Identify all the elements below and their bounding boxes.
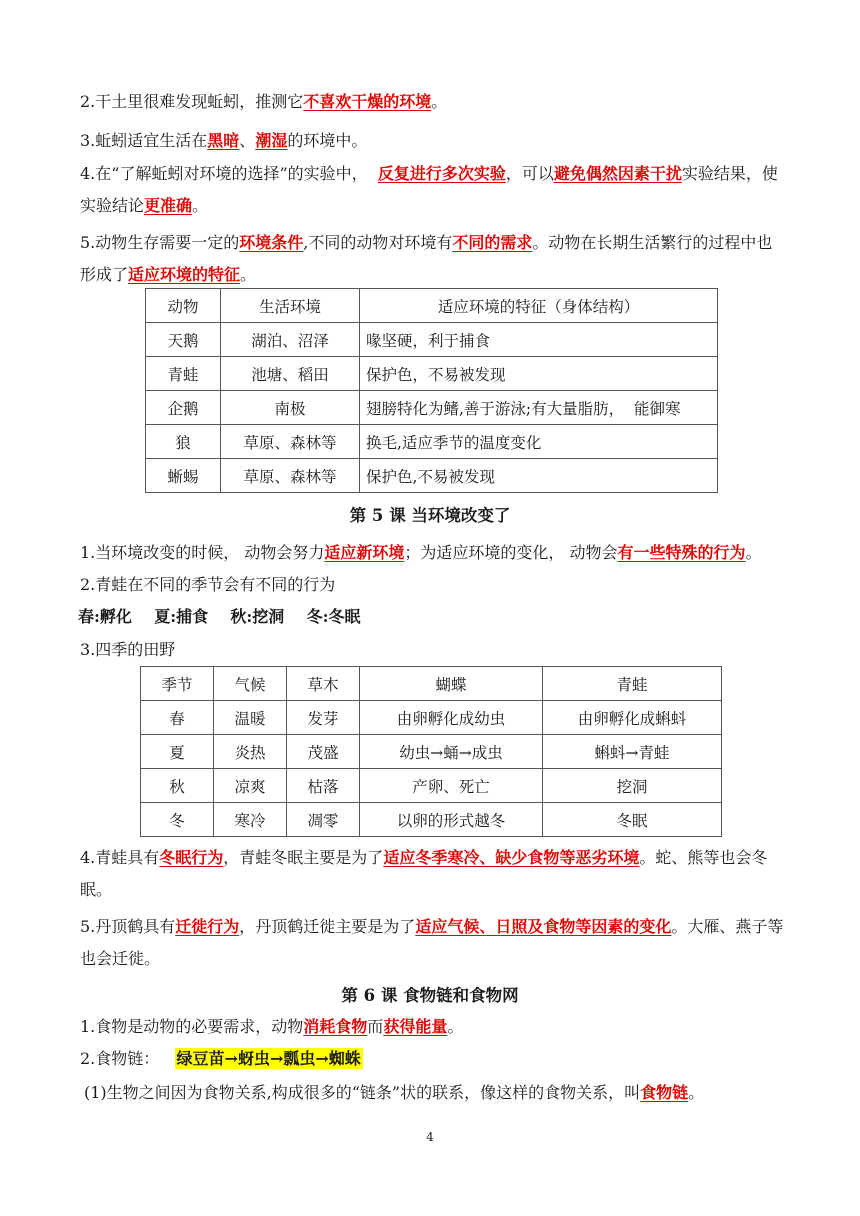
table-cell: 凉爽 (214, 769, 287, 803)
table-cell: 南极 (221, 391, 360, 425)
table-cell: 保护色，不易被发现 (360, 357, 718, 391)
table-cell: 产卵、死亡 (360, 769, 543, 803)
table-cell: 草原、森林等 (221, 459, 360, 493)
keyword: 避免偶然因素干扰 (553, 164, 682, 183)
table-row (146, 425, 718, 459)
seasons-table (140, 666, 722, 837)
keyword: 黑暗 (207, 131, 240, 150)
table-cell: 温暖 (214, 701, 287, 735)
table-cell: 枯落 (287, 769, 360, 803)
table-cell: 草原、森林等 (221, 425, 360, 459)
lesson5-item-1: 1.当环境改变的时候， 动物会努力适应新环境；为适应环境的变化， 动物会有一些特殊的行为。 (80, 543, 762, 562)
table-row (146, 323, 718, 357)
table-cell: 幼虫→蛹→成虫 (360, 735, 543, 769)
item-4: 4.在“了解蚯蚓对环境的选择”的实验中， 反复进行多次实验，可以避免偶然因素干扰实验结果，使实验结论更准确。 (80, 164, 778, 215)
lesson5-item-4: 4.青蛙具有冬眠行为，青蛙冬眠主要是为了适应冬季寒冷、缺少食物等恶劣环境。蛇、熊等也会冬眠。 (80, 848, 768, 899)
table-cell: 保护色,不易被发现 (360, 459, 718, 493)
table-cell: 喙坚硬，利于捕食 (360, 323, 718, 357)
table-cell: 换毛,适应季节的温度变化 (360, 425, 718, 459)
food-chain-highlight: 绿豆苗→蚜虫→瓢虫→蜘蛛 (176, 1049, 361, 1068)
table-cell: 池塘、稻田 (221, 357, 360, 391)
header-cell: 蝴蝶 (360, 667, 543, 701)
keyword: 更准确 (144, 196, 193, 215)
lesson5-item-3: 3.四季的田野 (80, 640, 176, 659)
table-cell: 以卵的形式越冬 (360, 803, 543, 837)
header-cell: 季节 (141, 667, 214, 701)
table-cell: 茂盛 (287, 735, 360, 769)
keyword: 不喜欢干燥的环境 (303, 92, 432, 111)
table-cell: 企鹅 (146, 391, 221, 425)
keyword: 适应冬季寒冷、缺少食物等恶劣环境 (383, 848, 640, 867)
table-row (141, 803, 722, 837)
table-cell: 蜥蜴 (146, 459, 221, 493)
table-row (141, 701, 722, 735)
table-cell: 寒冷 (214, 803, 287, 837)
item-3: 3.蚯蚓适宜生活在黑暗、潮湿的环境中。 (80, 131, 368, 150)
table-cell: 秋 (141, 769, 214, 803)
season-behaviors: 春:孵化 夏:捕食 秋:挖洞 冬:冬眠 (78, 607, 361, 626)
section-heading: 第 5 课 当环境改变了 (349, 506, 511, 525)
table-cell: 冬眠 (543, 803, 722, 837)
table-cell: 炎热 (214, 735, 287, 769)
item-5: 5.动物生存需要一定的环境条件,不同的动物对环境有不同的需求。动物在长期生活繁行的过程中也形成了适应环境的特征。 (80, 233, 773, 284)
keyword: 反复进行多次实验 (377, 164, 506, 183)
lesson5-item-2: 2.青蛙在不同的季节会有不同的行为 (80, 575, 336, 594)
table-cell: 青蛙 (146, 357, 221, 391)
table-cell: 由卵孵化成幼虫 (360, 701, 543, 735)
table-cell: 凋零 (287, 803, 360, 837)
keyword: 消耗食物 (303, 1017, 368, 1036)
lesson5-item-5: 5.丹顶鹤具有迁徙行为，丹顶鹤迁徙主要是为了适应气候、日照及食物等因素的变化。大雁、燕子等也会迁徙。 (80, 917, 784, 968)
table-row (146, 391, 718, 425)
animal-adaptation-table (145, 288, 718, 493)
header-cell: 适应环境的特征（身体结构） (360, 289, 718, 323)
keyword: 获得能量 (383, 1017, 448, 1036)
table-row (141, 769, 722, 803)
table-cell: 湖泊、沼泽 (221, 323, 360, 357)
keyword: 适应环境的特征 (128, 265, 241, 284)
table-cell: 挖洞 (543, 769, 722, 803)
lesson6-item-2-1: (1)生物之间因为食物关系,构成很多的“链条”状的联系，像这样的食物关系，叫食物链。 (84, 1083, 705, 1102)
lesson6-item-2: 2.食物链： 绿豆苗→蚜虫→瓢虫→蜘蛛 (80, 1049, 361, 1068)
keyword: 适应新环境 (324, 543, 405, 562)
keyword: 潮湿 (255, 131, 288, 150)
table-header-row (141, 667, 722, 701)
keyword: 食物链 (640, 1083, 689, 1102)
table-cell: 蝌蚪→青蛙 (543, 735, 722, 769)
table-header-row (146, 289, 718, 323)
keyword: 适应气候、日照及食物等因素的变化 (415, 917, 672, 936)
table-cell: 夏 (141, 735, 214, 769)
header-cell: 动物 (146, 289, 221, 323)
lesson6-item-1: 1.食物是动物的必要需求，动物消耗食物而获得能量。 (80, 1017, 464, 1036)
table-cell: 翅膀特化为鳍,善于游泳;有大量脂肪， 能御寒 (360, 391, 718, 425)
page-number: 4 (426, 1130, 434, 1144)
keyword: 不同的需求 (452, 233, 533, 252)
table-cell: 天鹅 (146, 323, 221, 357)
keyword: 冬眠行为 (159, 848, 224, 867)
keyword: 环境条件 (239, 233, 304, 252)
header-cell: 草木 (287, 667, 360, 701)
header-cell: 生活环境 (221, 289, 360, 323)
section-heading: 第 6 课 食物链和食物网 (341, 986, 519, 1005)
header-cell: 气候 (214, 667, 287, 701)
table-row (141, 735, 722, 769)
keyword: 有一些特殊的行为 (617, 543, 746, 562)
table-cell: 春 (141, 701, 214, 735)
keyword: 迁徙行为 (175, 917, 240, 936)
table-cell: 由卵孵化成蝌蚪 (543, 701, 722, 735)
table-row (146, 459, 718, 493)
table-cell: 发芽 (287, 701, 360, 735)
header-cell: 青蛙 (543, 667, 722, 701)
table-cell: 狼 (146, 425, 221, 459)
item-2: 2.干土里很难发现蚯蚓，推测它不喜欢干燥的环境。 (80, 92, 448, 111)
table-cell: 冬 (141, 803, 214, 837)
table-row (146, 357, 718, 391)
